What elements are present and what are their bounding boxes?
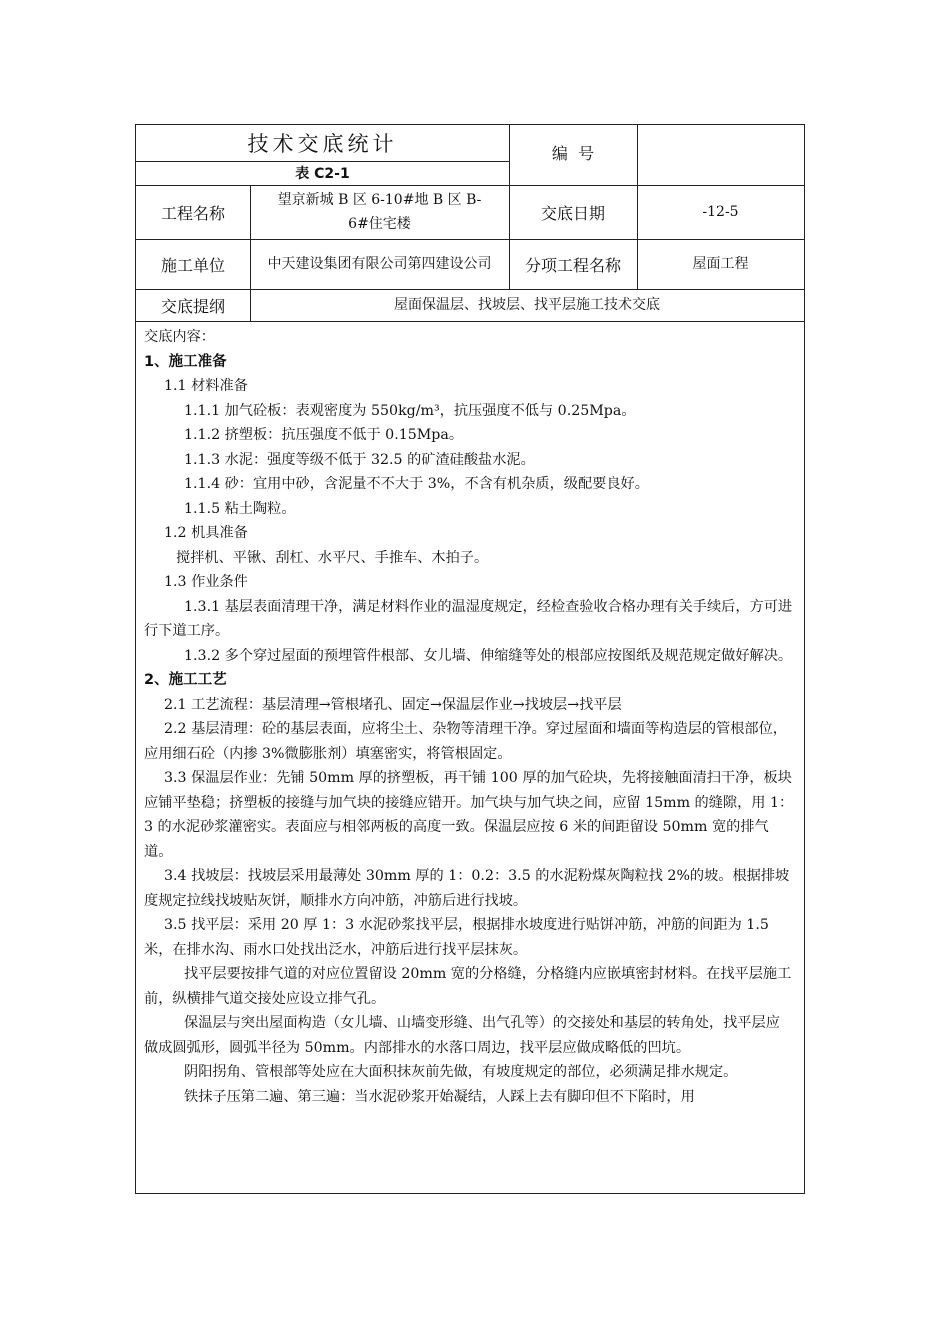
content-paragraph: 1.3.1 基层表面清理干净，满足材料作业的温湿度规定，经检查验收合格办理有关手续后，方可进行下道工序。 bbox=[144, 598, 793, 639]
content-line: 1.1.4 砂：宜用中砂，含泥量不不大于 3%，不含有机杂质，级配要良好。 bbox=[184, 476, 649, 492]
content-line: 1.1.1 加气砼板：表观密度为 550kg/m³，抗压强度不低与 0.25Mpa。 bbox=[184, 402, 636, 419]
sub-project-value: 屋面工程 bbox=[692, 256, 749, 272]
content-line: 1.1.5 粘土陶粒。 bbox=[184, 500, 296, 517]
disclosure-date-label: 交底日期 bbox=[540, 203, 605, 223]
content-paragraph: 3.5 找平层：采用 20 厚 1：3 水泥砂浆找平层，根据排水坡度进行贴饼冲筋，冲筋的间距为 1.5 米，在排水沟、雨水口处找出泛水，冲筋后进行找平层抹灰。 bbox=[144, 917, 769, 958]
content-paragraph: 找平层要按排气道的对应位置留设 20mm 宽的分格缝，分格缝内应嵌填密封材料。在找平层施工前，纵横排气道交接处应设立排气孔。 bbox=[144, 966, 792, 1007]
section-heading: 2、施工工艺 bbox=[144, 672, 227, 688]
number-label: 编 号 bbox=[551, 143, 595, 163]
disclosure-date-value: -12-5 bbox=[702, 204, 739, 220]
subsection-heading: 1.3 作业条件 bbox=[164, 574, 248, 590]
content-paragraph: 铁抹子压第二遍、第三遍：当水泥砂浆开始凝结，人踩上去有脚印但不下陷时，用 bbox=[184, 1088, 695, 1105]
content-paragraph: 保温层与突出屋面构造（女儿墙、山墙变形缝、出气孔等）的交接处和基层的转角处，找平层应做成圆弧形，圆弧半径为 50mm。内部排水的水落口周边，找平层应做成略低的凹坑。 bbox=[144, 1015, 780, 1056]
contractor-value: 中天建设集团有限公司第四建设公司 bbox=[267, 256, 492, 272]
sub-project-label: 分项工程名称 bbox=[524, 255, 621, 275]
content-line: 1.1.3 水泥：强度等级不低于 32.5 的矿渣硅酸盐水泥。 bbox=[184, 451, 535, 468]
content-paragraph: 3.3 保温层作业：先铺 50mm 厚的挤塑板，再干铺 100 厚的加气砼块，先将接触面清扫干净，板块应铺平垫稳；挤塑板的接缝与加气块的接缝应错开。加气块与加气块之间，应留 15mm 的缝隙，用 1：3 的水泥砂浆灌密实。表面应与相邻两板的高度一致。保温层应按 6 米的间距留设 50mm 宽的排气道。 bbox=[144, 770, 794, 860]
content-paragraph: 阴阳拐角、管根部等处应在大面积抹灰前先做，有坡度规定的部位，必须满足排水规定。 bbox=[184, 1064, 738, 1080]
section-heading: 1、施工准备 bbox=[144, 353, 227, 370]
disclosure-form bbox=[135, 124, 805, 1194]
outline-value: 屋面保温层、找坡层、找平层施工技术交底 bbox=[394, 297, 660, 313]
content-paragraph: 2.2 基层清理：砼的基层表面，应将尘土、杂物等清理干净。穿过屋面和墙面等构造层的管根部位，应用细石砼（内掺 3%微膨胀剂）填塞密实，将管根固定。 bbox=[144, 721, 787, 762]
content-paragraph: 3.4 找坡层：找坡层采用最薄处 30mm 厚的 1：0.2：3.5 的水泥粉煤灰陶粒找 2%的坡。根据排坡度规定拉线找坡贴灰饼，顺排水方向冲筋，冲筋后进行找坡。 bbox=[144, 868, 790, 909]
content-paragraph: 1.3.2 多个穿过屋面的预埋管件根部、女儿墙、伸缩缝等处的根部应按图纸及规范规定做好解决。 bbox=[184, 647, 793, 664]
subsection-heading: 1.1 材料准备 bbox=[164, 378, 248, 394]
content-paragraph: 2.1 工艺流程：基层清理→管根堵孔、固定→保温层作业→找坡层→找平层 bbox=[164, 696, 622, 713]
subsection-heading: 1.2 机具准备 bbox=[164, 525, 248, 541]
content-line: 1.1.2 挤塑板：抗压强度不低于 0.15Mpa。 bbox=[184, 427, 464, 443]
form-code: 表 C2-1 bbox=[295, 166, 350, 182]
disclosure-content bbox=[144, 325, 794, 1109]
outline-label: 交底提纲 bbox=[160, 296, 225, 316]
number-value bbox=[637, 125, 804, 185]
divider bbox=[136, 321, 804, 322]
content-line: 搅拌机、平锹、刮杠、水平尺、手推车、木拍子。 bbox=[176, 549, 489, 566]
project-name-value: 望京新城 B 区 6-10#地 B 区 B-6#住宅楼 bbox=[277, 192, 482, 232]
content-heading: 交底内容： bbox=[144, 329, 215, 345]
form-title: 技术交底统计 bbox=[247, 132, 398, 156]
project-name-label: 工程名称 bbox=[160, 203, 225, 223]
contractor-label: 施工单位 bbox=[160, 255, 225, 275]
